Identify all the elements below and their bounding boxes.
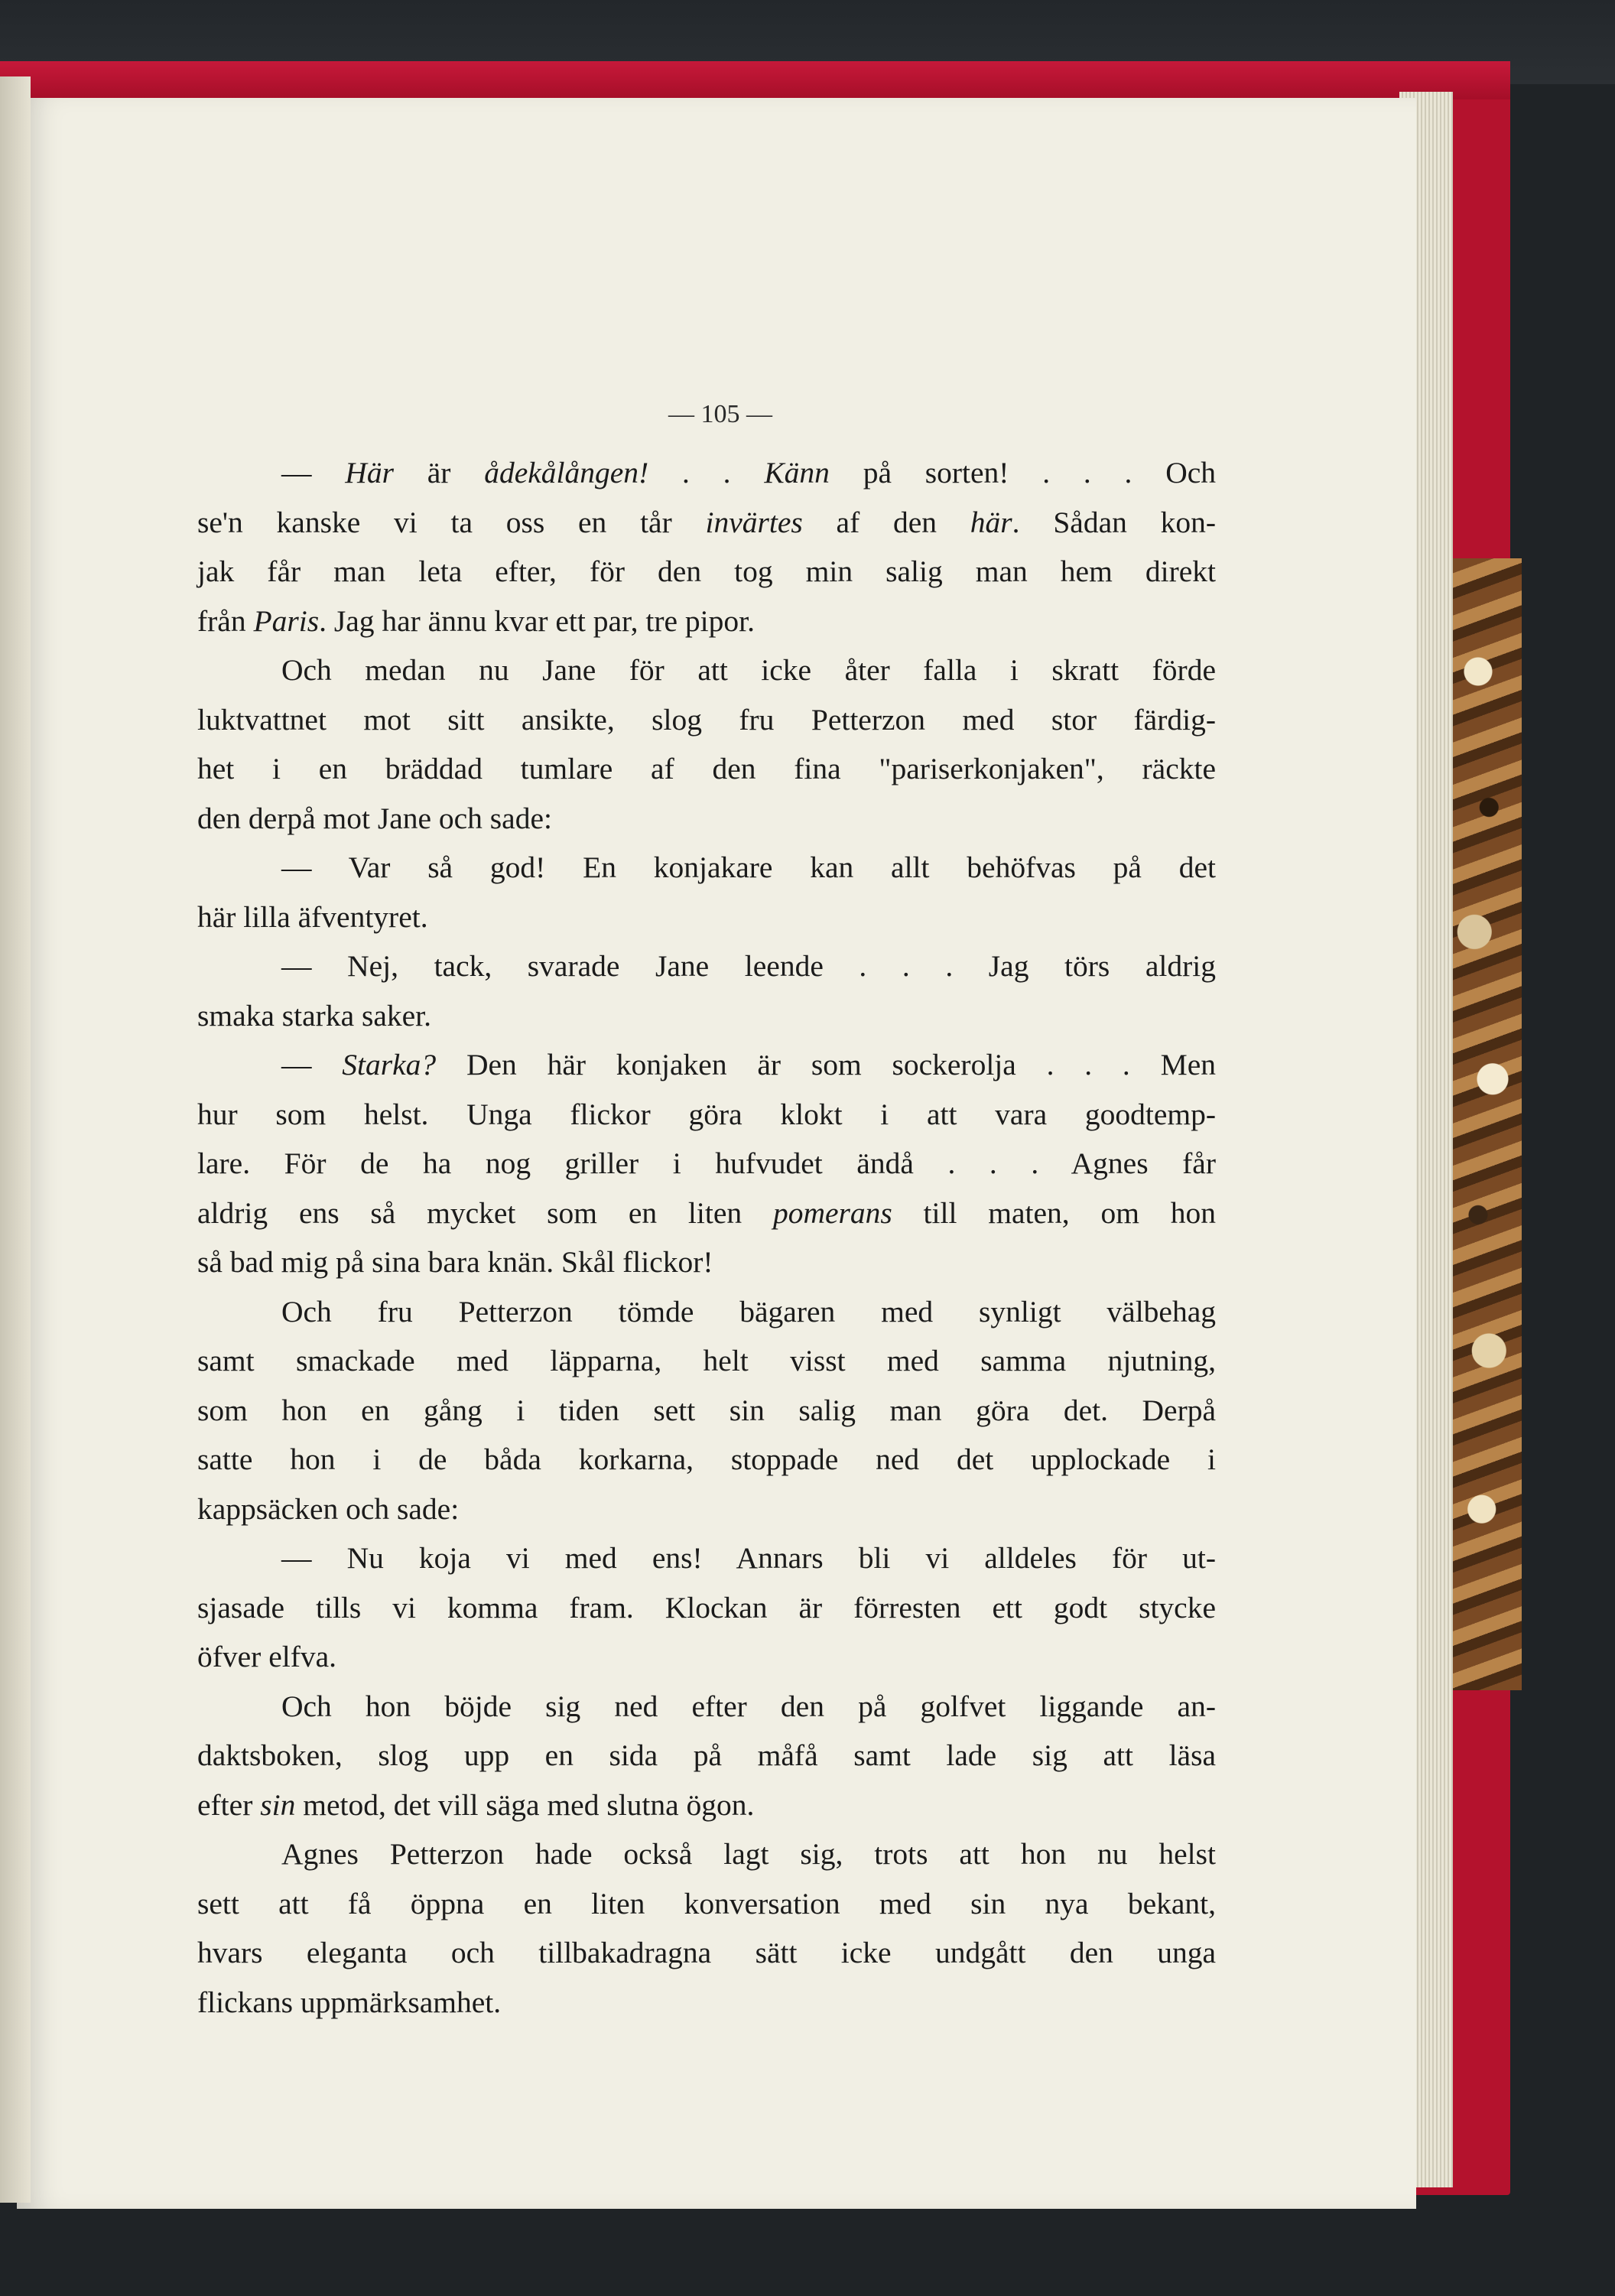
italic-text: här: [970, 505, 1012, 539]
text-segment: metod, det vill säga med slutna ögon.: [295, 1787, 755, 1822]
text-line: [197, 1533, 1216, 1583]
text-segment: sjasade tills vi komma fram. Klockan är förresten ett godt stycke: [197, 1590, 1216, 1624]
text-line: [197, 1139, 1216, 1189]
text-line: [197, 1731, 1216, 1781]
text-segment: hur som helst. Unga flickor göra klokt i att vara goodtemp-: [197, 1097, 1216, 1131]
text-line: [197, 744, 1216, 794]
text-line: [197, 646, 1216, 695]
text-segment: hvars eleganta och tillbakadragna sätt icke undgått den unga: [197, 1936, 1216, 1969]
text-line: [197, 498, 1216, 548]
text-segment: Och hon böjde sig ned efter den på golfvet liggande an-: [281, 1689, 1216, 1723]
text-line: [197, 1829, 1216, 1879]
book-page: [17, 98, 1416, 2209]
spine-edge: [0, 76, 31, 2203]
text-segment: kappsäcken och sade:: [197, 1491, 460, 1526]
text-line: [197, 1237, 1216, 1287]
italic-text: ådekålången!: [484, 456, 649, 489]
text-segment: —: [281, 1048, 343, 1081]
text-line: [197, 597, 1216, 646]
text-segment: af den: [802, 505, 970, 539]
text-line: [197, 1189, 1216, 1238]
text-segment: . Sådan kon-: [1012, 505, 1217, 539]
text-segment: aldrig ens så mycket som en liten: [197, 1195, 773, 1230]
italic-text: pomerans: [772, 1195, 892, 1230]
text-segment: efter: [197, 1787, 261, 1822]
text-segment: luktvattnet mot sitt ansikte, slog fru Petterzon med stor färdig-: [197, 702, 1216, 737]
text-segment: samt smackade med läpparna, helt visst med samma njutning,: [197, 1344, 1216, 1377]
text-segment: flickans uppmärksamhet.: [197, 1985, 502, 2019]
text-segment: — Nej, tack, svarade Jane leende . . . Jag törs aldrig: [281, 949, 1216, 983]
italic-text: invärtes: [705, 505, 803, 539]
italic-text: Starka?: [342, 1048, 437, 1081]
text-line: [197, 794, 1216, 844]
text-segment: lare. För de ha nog griller i hufvudet ändå . . . Agnes får: [197, 1146, 1216, 1180]
italic-text: Här: [345, 456, 394, 489]
text-line: [197, 695, 1216, 745]
page-number: — 105 —: [668, 400, 772, 428]
text-segment: från: [197, 603, 254, 638]
text-segment: —: [281, 456, 346, 489]
text-segment: . .: [648, 456, 765, 489]
text-segment: här lilla äfventyret.: [197, 899, 428, 934]
text-line: [197, 1978, 1216, 2028]
text-segment: het i en bräddad tumlare af den fina "pariserkonjaken", räckte: [197, 752, 1216, 785]
text-segment: daktsboken, slog upp en sida på måfå samt lade sig att läsa: [197, 1738, 1216, 1772]
italic-text: Känn: [764, 456, 830, 489]
text-line: [197, 893, 1216, 942]
text-line: [197, 1435, 1216, 1485]
italic-text: Paris: [253, 603, 320, 638]
text-segment: se'n kanske vi ta oss en tår: [197, 505, 706, 539]
text-segment: på sorten! . . . Och: [829, 456, 1217, 489]
text-segment: smaka starka saker.: [197, 998, 432, 1033]
text-line: [197, 1632, 1216, 1682]
text-segment: som hon en gång i tiden sett sin salig man göra det. Derpå: [197, 1393, 1216, 1427]
text-segment: — Var så god! En konjakare kan allt behöfvas på det: [281, 850, 1216, 884]
text-line: [197, 1879, 1216, 1929]
text-line: [197, 1682, 1216, 1732]
body-text: [197, 448, 1216, 2027]
text-line: [197, 547, 1216, 597]
text-line: [197, 991, 1216, 1041]
text-segment: Och medan nu Jane för att icke åter falla i skratt förde: [281, 653, 1216, 687]
text-segment: den derpå mot Jane och sade:: [197, 801, 552, 835]
text-line: [197, 1485, 1216, 1534]
text-line: [197, 1583, 1216, 1633]
text-line: [197, 1928, 1216, 1978]
text-line: [197, 1781, 1216, 1830]
book-cover-top-edge: [0, 61, 1510, 99]
text-segment: — Nu koja vi med ens! Annars bli vi alldeles för ut-: [281, 1541, 1216, 1575]
text-segment: Och fru Petterzon tömde bägaren med synligt välbehag: [281, 1294, 1216, 1328]
text-line: [197, 843, 1216, 893]
text-line: [197, 1336, 1216, 1386]
text-line: [197, 1287, 1216, 1337]
text-line: [197, 1040, 1216, 1090]
text-line: [197, 448, 1216, 498]
text-segment: till maten, om hon: [892, 1195, 1216, 1230]
text-line: [197, 1386, 1216, 1436]
text-segment: satte hon i de båda korkarna, stoppade ned det upplockade i: [197, 1442, 1216, 1476]
text-segment: jak får man leta efter, för den tog min salig man hem direkt: [197, 554, 1216, 588]
italic-text: sin: [260, 1787, 296, 1822]
text-segment: är: [393, 456, 485, 489]
text-segment: så bad mig på sina bara knän. Skål flickor!: [197, 1245, 713, 1279]
text-segment: Agnes Petterzon hade också lagt sig, trots att hon nu helst: [281, 1837, 1216, 1871]
text-segment: sett att få öppna en liten konversation med sin nya bekant,: [197, 1886, 1216, 1920]
text-line: [197, 1090, 1216, 1140]
text-segment: Den här konjaken är som sockerolja . . . Men: [436, 1048, 1216, 1081]
text-line: [197, 941, 1216, 991]
text-segment: . Jag har ännu kvar ett par, tre pipor.: [319, 603, 755, 638]
text-segment: öfver elfva.: [197, 1640, 337, 1673]
marbled-endpaper: [1449, 558, 1522, 1690]
